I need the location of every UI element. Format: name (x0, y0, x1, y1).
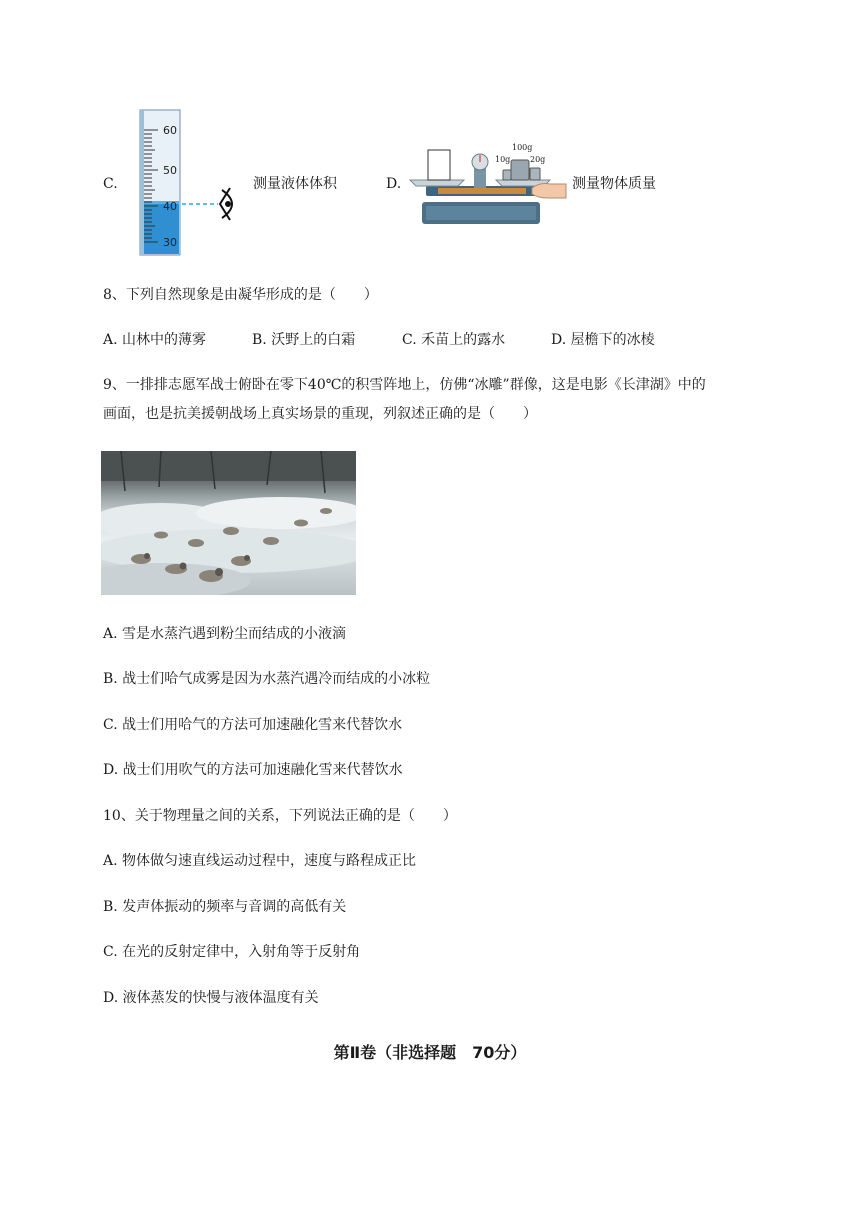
q8-question: 8、下列自然现象是由凝华形成的是（ ） (103, 287, 378, 303)
q7-option-d-letter: D. (386, 176, 402, 192)
eye-icon (220, 188, 232, 220)
cylinder-tick-50: 50 (163, 164, 177, 177)
q9-option-d: D. 战士们用吹气的方法可加速融化雪来代替饮水 (103, 762, 403, 778)
weight-label-20g: 20g (530, 155, 546, 164)
q10-option-c: C. 在光的反射定律中，入射角等于反射角 (103, 944, 361, 960)
q9-question-line1: 9、一排排志愿军战士俯卧在零下40℃的积雪阵地上，仿佛“冰雕”群像，这是电影《长津湖》中的 (103, 377, 706, 393)
q10-option-b: B. 发声体振动的频率与音调的高低有关 (103, 899, 347, 915)
cylinder-tick-30: 30 (163, 236, 177, 249)
weight-label-10g: 10g (495, 155, 511, 164)
movie-still-photo (101, 451, 356, 595)
q7-option-c-letter: C. (103, 176, 118, 192)
q10-option-d: D. 液体蒸发的快慢与液体温度有关 (103, 990, 319, 1006)
q10-question: 10、关于物理量之间的关系，下列说法正确的是（ ） (103, 808, 457, 824)
q9-option-a: A. 雪是水蒸汽遇到粉尘而结成的小液滴 (103, 626, 347, 642)
q8-option-b: B. 沃野上的白霜 (252, 332, 356, 348)
q9-question-line2: 画面，也是抗美援朝战场上真实场景的重现，列叙述正确的是（ ） (103, 406, 537, 422)
graduated-cylinder-figure (130, 108, 255, 258)
section-title: 第Ⅱ卷（非选择题 70分） (333, 1043, 527, 1062)
q8-option-c: C. 禾苗上的露水 (402, 332, 506, 348)
q8-option-a: A. 山林中的薄雾 (103, 332, 207, 348)
q9-option-c: C. 战士们用哈气的方法可加速融化雪来代替饮水 (103, 717, 403, 733)
q9-option-b: B. 战士们哈气成雾是因为水蒸汽遇冷而结成的小冰粒 (103, 671, 431, 687)
q10-option-a: A. 物体做匀速直线运动过程中，速度与路程成正比 (103, 853, 417, 869)
cylinder-tick-40: 40 (163, 200, 177, 213)
q7-option-d-label: 测量物体质量 (572, 176, 656, 192)
weight-label-100g: 100g (512, 143, 533, 152)
q7-option-c-label: 测量液体体积 (253, 176, 337, 192)
q8-option-d: D. 屋檐下的冰棱 (551, 332, 655, 348)
balance-scale-figure (408, 140, 568, 228)
cylinder-tick-60: 60 (163, 124, 177, 137)
hand-icon (532, 184, 566, 199)
